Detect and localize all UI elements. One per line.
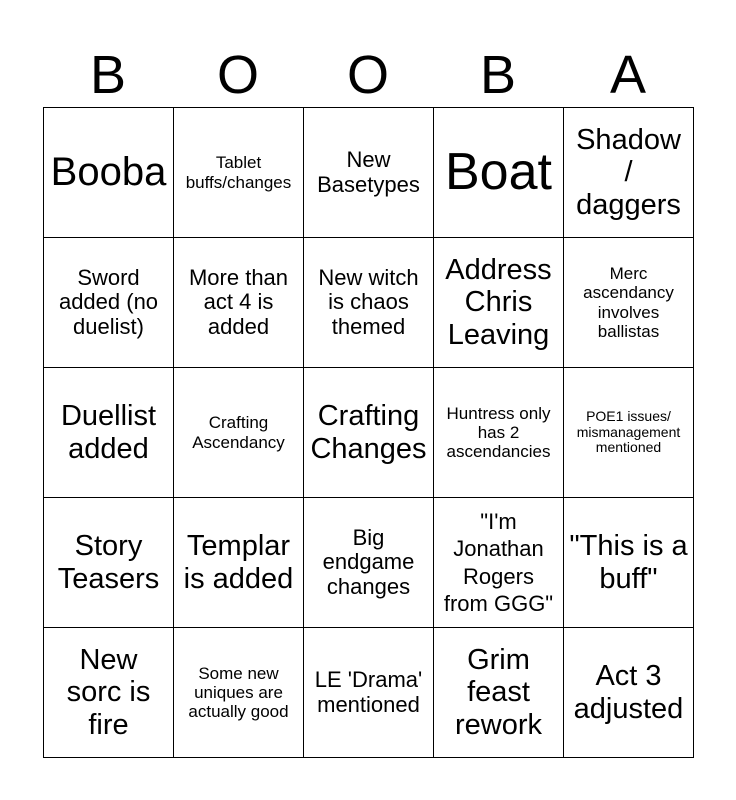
bingo-cell[interactable]: New sorc is fire: [44, 628, 174, 758]
bingo-cell[interactable]: Duellist added: [44, 368, 174, 498]
bingo-cell[interactable]: New witch is chaos themed: [304, 238, 434, 368]
bingo-board: [43, 107, 694, 758]
bingo-cell[interactable]: Tablet buffs/changes: [174, 108, 304, 238]
bingo-cell[interactable]: Merc ascendancy involves ballistas: [564, 238, 694, 368]
bingo-cell[interactable]: "This is a buff": [564, 498, 694, 628]
bingo-cell[interactable]: Story Teasers: [44, 498, 174, 628]
bingo-cell[interactable]: Huntress only has 2 ascendancies: [434, 368, 564, 498]
header-letter-o: O: [346, 45, 389, 105]
bingo-cell[interactable]: More than act 4 is added: [174, 238, 304, 368]
bingo-cell[interactable]: Sword added (no duelist): [44, 238, 174, 368]
header-letter-b: B: [479, 45, 517, 105]
bingo-cell[interactable]: Shadow / daggers: [564, 108, 694, 238]
bingo-cell[interactable]: LE 'Drama' mentioned: [304, 628, 434, 758]
bingo-cell[interactable]: Boat: [434, 108, 564, 238]
header-letter-a: A: [609, 45, 647, 105]
bingo-cell[interactable]: POE1 issues/ mismanagement mentioned: [564, 368, 694, 498]
bingo-cell[interactable]: Address Chris Leaving: [434, 238, 564, 368]
bingo-cell[interactable]: Act 3 adjusted: [564, 628, 694, 758]
bingo-cell[interactable]: Some new uniques are actually good: [174, 628, 304, 758]
bingo-cell[interactable]: "I'm Jonathan Rogers from GGG": [434, 498, 564, 628]
bingo-cell[interactable]: New Basetypes: [304, 108, 434, 238]
bingo-cell[interactable]: Booba: [44, 108, 174, 238]
header-letter-o: O: [216, 45, 259, 105]
bingo-cell[interactable]: Templar is added: [174, 498, 304, 628]
bingo-cell[interactable]: Crafting Ascendancy: [174, 368, 304, 498]
bingo-cell[interactable]: Grim feast rework: [434, 628, 564, 758]
header-letter-b: B: [89, 45, 127, 105]
bingo-cell[interactable]: Big endgame changes: [304, 498, 434, 628]
bingo-header: [43, 44, 693, 106]
bingo-cell[interactable]: Crafting Changes: [304, 368, 434, 498]
